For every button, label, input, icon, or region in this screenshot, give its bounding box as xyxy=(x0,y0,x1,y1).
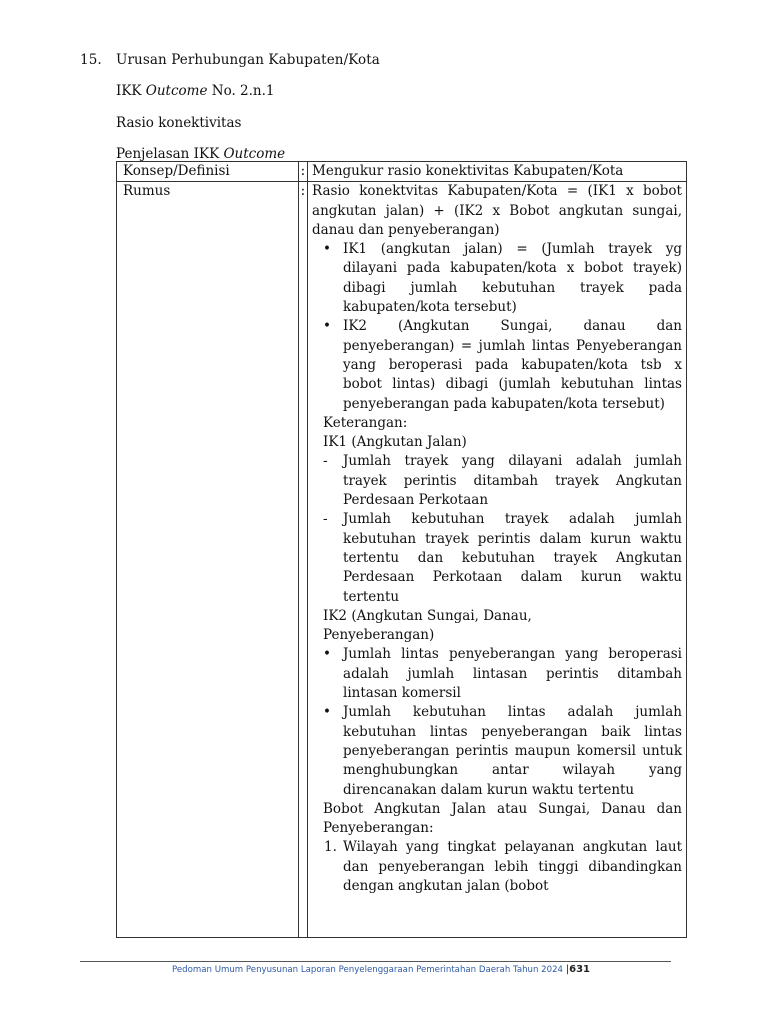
page-number: 631 xyxy=(569,964,591,975)
section-heading xyxy=(80,52,380,68)
bobot-title: Bobot Angkutan Jalan atau Sungai, Danau dan Penyeberangan: xyxy=(323,800,682,837)
list-item: • Jumlah kebutuhan lintas adalah jumlah kebutuhan lintas penyeberangan baik lintas penyeberangan perintis maupun komersil untuk menghubungkan antar wilayah yang direncanakan dalam kurun waktu tertentu xyxy=(323,704,682,798)
dash-marker: - xyxy=(323,453,328,470)
ik2-title: IK2 (Angkutan Sungai, Danau, xyxy=(323,607,532,624)
row-value: Mengukur rasio konektivitas Kabupaten/Kota xyxy=(308,162,687,182)
keterangan-label: Keterangan: xyxy=(323,414,408,431)
list-item: 1. Wilayah yang tingkat pelayanan angkutan laut dan penyeberangan lebih tinggi dibandingkan dengan angkutan jalan (bobot xyxy=(324,839,682,894)
dash-marker: - xyxy=(323,511,328,528)
ikk-explanation-table xyxy=(116,161,687,938)
bullet-marker: • xyxy=(323,646,331,663)
ikk-code: IKK Outcome No. 2.n.1 xyxy=(116,83,275,99)
row-separator: : xyxy=(298,182,307,938)
bullet-marker: • xyxy=(323,318,331,335)
footer-separator: | xyxy=(565,964,570,975)
footer-title: Pedoman Umum Penyusunan Laporan Penyelenggaraan Pemerintahan Daerah Tahun 2024 xyxy=(172,965,564,975)
list-item: - Jumlah kebutuhan trayek adalah jumlah kebutuhan trayek perintis dalam kurun waktu tertentu dan kebutuhan trayek Angkutan Perdesaan Perkotaan dalam kurun waktu tertentu xyxy=(323,511,682,605)
list-item: - Jumlah trayek yang dilayani adalah jumlah trayek perintis ditambah trayek Angkutan Perdesaan Perkotaan xyxy=(323,453,682,509)
list-item: • IK2 (Angkutan Sungai, danau dan penyeberangan) = jumlah lintas Penyeberangan yang beroperasi pada kabupaten/kota tsb x bobot lintas) dibagi (jumlah kebutuhan lintas penyeberangan pada kabupaten/kota tersebut) xyxy=(323,318,682,412)
row-separator: : xyxy=(298,162,307,182)
table-row-rumus xyxy=(117,182,687,938)
ik1-title: IK1 (Angkutan Jalan) xyxy=(323,434,467,451)
formula-text: Rasio konektvitas Kabupaten/Kota = (IK1 x bobot angkutan jalan) + (IK2 x Bobot angkutan sungai, danau dan penyeberangan) xyxy=(312,183,682,238)
number-marker: 1. xyxy=(324,839,337,856)
row-label: Rumus xyxy=(117,182,299,938)
bullet-marker: • xyxy=(323,704,331,721)
list-item: • IK1 (angkutan jalan) = (Jumlah trayek yg dilayani pada kabupaten/kota x bobot trayek) dibagi jumlah kebutuhan trayek pada kabupaten/kota tersebut) xyxy=(323,241,682,316)
list-item: • Jumlah lintas penyeberangan yang beroperasi adalah jumlah lintasan perintis ditambah lintasan komersil xyxy=(323,646,682,702)
page-footer xyxy=(172,964,590,975)
row-label: Konsep/Definisi xyxy=(117,162,299,182)
section-title: Urusan Perhubungan Kabupaten/Kota xyxy=(116,52,380,68)
table-row-definisi xyxy=(117,162,687,182)
ik2-title-cont: Penyeberangan) xyxy=(323,627,435,644)
section-number: 15. xyxy=(80,52,102,68)
indicator-name: Rasio konektivitas xyxy=(116,115,242,131)
bullet-marker: • xyxy=(323,241,331,258)
footer-divider xyxy=(80,961,671,962)
penjelasan-label: Penjelasan IKK Outcome xyxy=(116,146,286,162)
rumus-content xyxy=(308,182,687,938)
